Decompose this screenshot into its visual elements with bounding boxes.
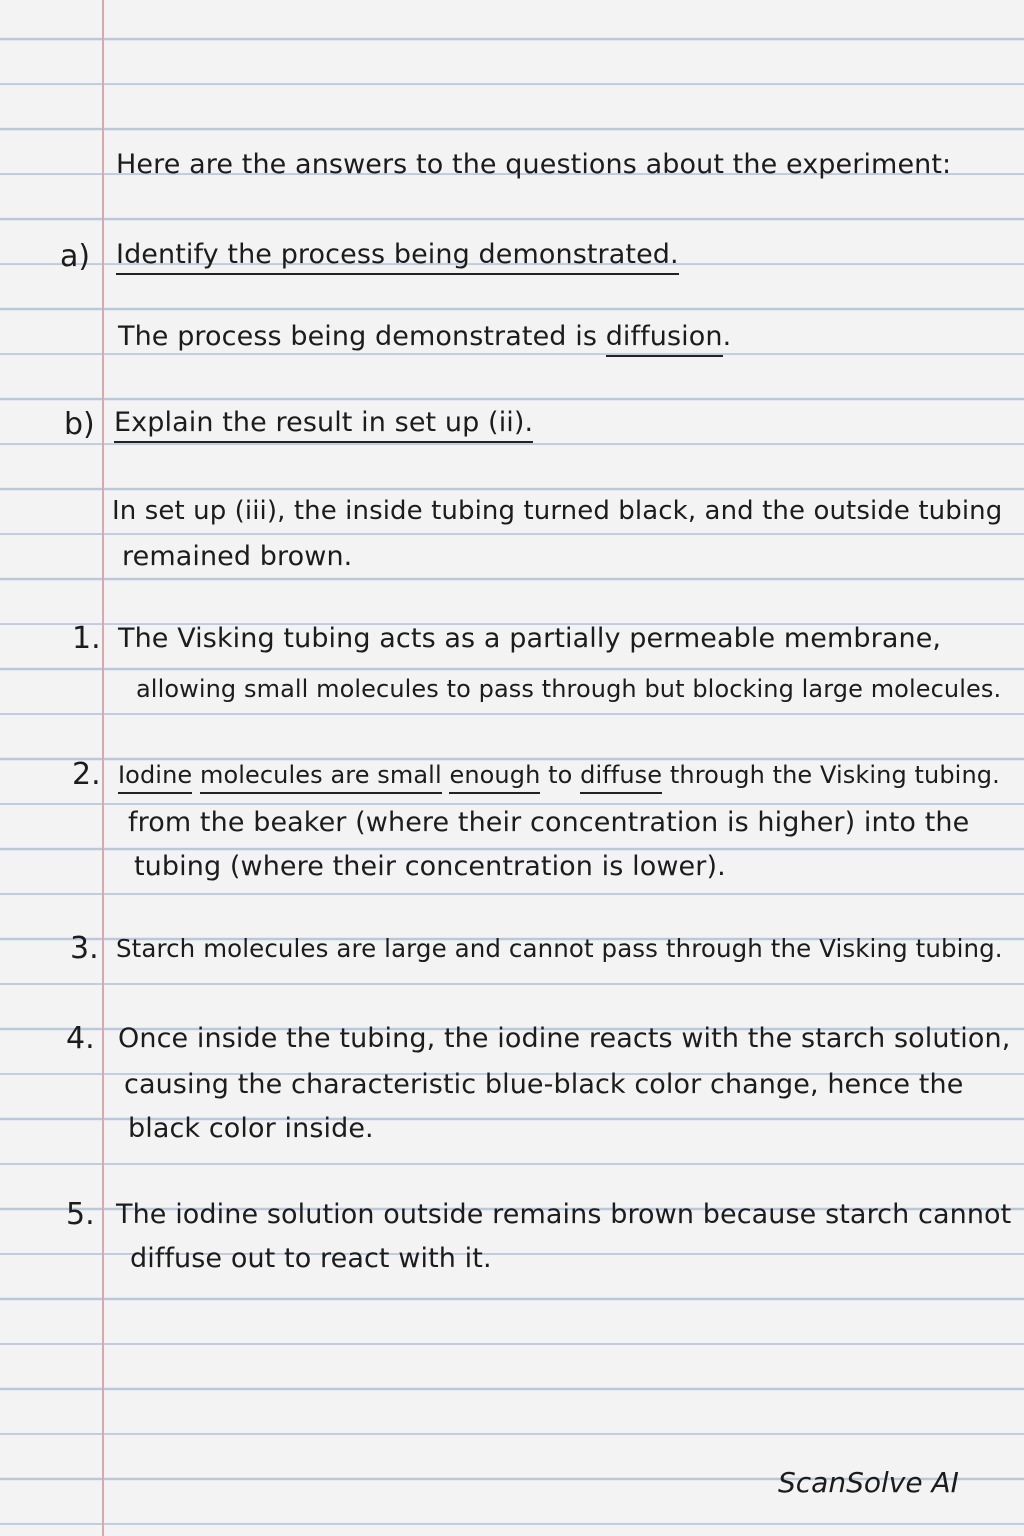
point-2-word-enough: enough: [449, 761, 540, 794]
point-2-line-3: tubing (where their concentration is lower).: [134, 851, 726, 882]
point-3-marker: 3.: [70, 931, 99, 966]
point-1-line-1: The Visking tubing acts as a partially permeable membrane,: [118, 623, 942, 654]
point-4-marker: 4.: [66, 1021, 95, 1056]
point-4-line-3: black color inside.: [128, 1113, 374, 1144]
point-4-line-1: Once inside the tubing, the iodine reacts with the starch solution,: [118, 1023, 1011, 1054]
point-2-words-molecules-are-small: molecules are small: [200, 761, 442, 794]
point-2-line-2: from the beaker (where their concentration is higher) into the: [128, 807, 970, 838]
point-5-line-1: The iodine solution outside remains brown because starch cannot: [116, 1199, 1012, 1230]
part-b-answer-line-2: remained brown.: [122, 541, 353, 572]
part-b-question-text: Explain the result in set up (ii).: [114, 407, 533, 443]
part-a-answer-suffix: .: [722, 321, 732, 352]
part-a-answer-prefix: The process being demonstrated is: [118, 321, 606, 352]
part-a-answer-term: diffusion: [606, 321, 723, 357]
point-2-word-iodine: Iodine: [118, 761, 192, 794]
point-5-line-2: diffuse out to react with it.: [130, 1243, 492, 1274]
part-b-marker: b): [64, 407, 95, 442]
part-a-question: [116, 238, 679, 272]
signature: ScanSolve AI: [778, 1466, 959, 1499]
point-2-word-diffuse: diffuse: [580, 761, 662, 794]
part-b-answer-line-1: In set up (iii), the inside tubing turned black, and the outside tubing: [112, 496, 1003, 526]
point-1-line-2: allowing small molecules to pass through but blocking large molecules.: [136, 675, 1002, 703]
part-b-question: [114, 406, 533, 440]
point-1-marker: 1.: [72, 621, 101, 656]
margin-line: [102, 0, 104, 1536]
point-2-word-to: to: [548, 761, 573, 789]
point-2-rest: through the Visking tubing.: [669, 761, 1000, 789]
part-a-question-text: Identify the process being demonstrated.: [116, 239, 679, 275]
part-a-marker: a): [60, 239, 91, 274]
point-5-marker: 5.: [66, 1197, 95, 1232]
point-2-marker: 2.: [72, 757, 101, 792]
point-4-line-2: causing the characteristic blue-black color change, hence the: [124, 1069, 964, 1100]
part-a-answer: [118, 320, 731, 354]
intro-text: Here are the answers to the questions about the experiment:: [116, 149, 952, 180]
point-2-line-1: [118, 758, 1000, 792]
point-3-line-1: Starch molecules are large and cannot pass through the Visking tubing.: [116, 934, 1003, 963]
